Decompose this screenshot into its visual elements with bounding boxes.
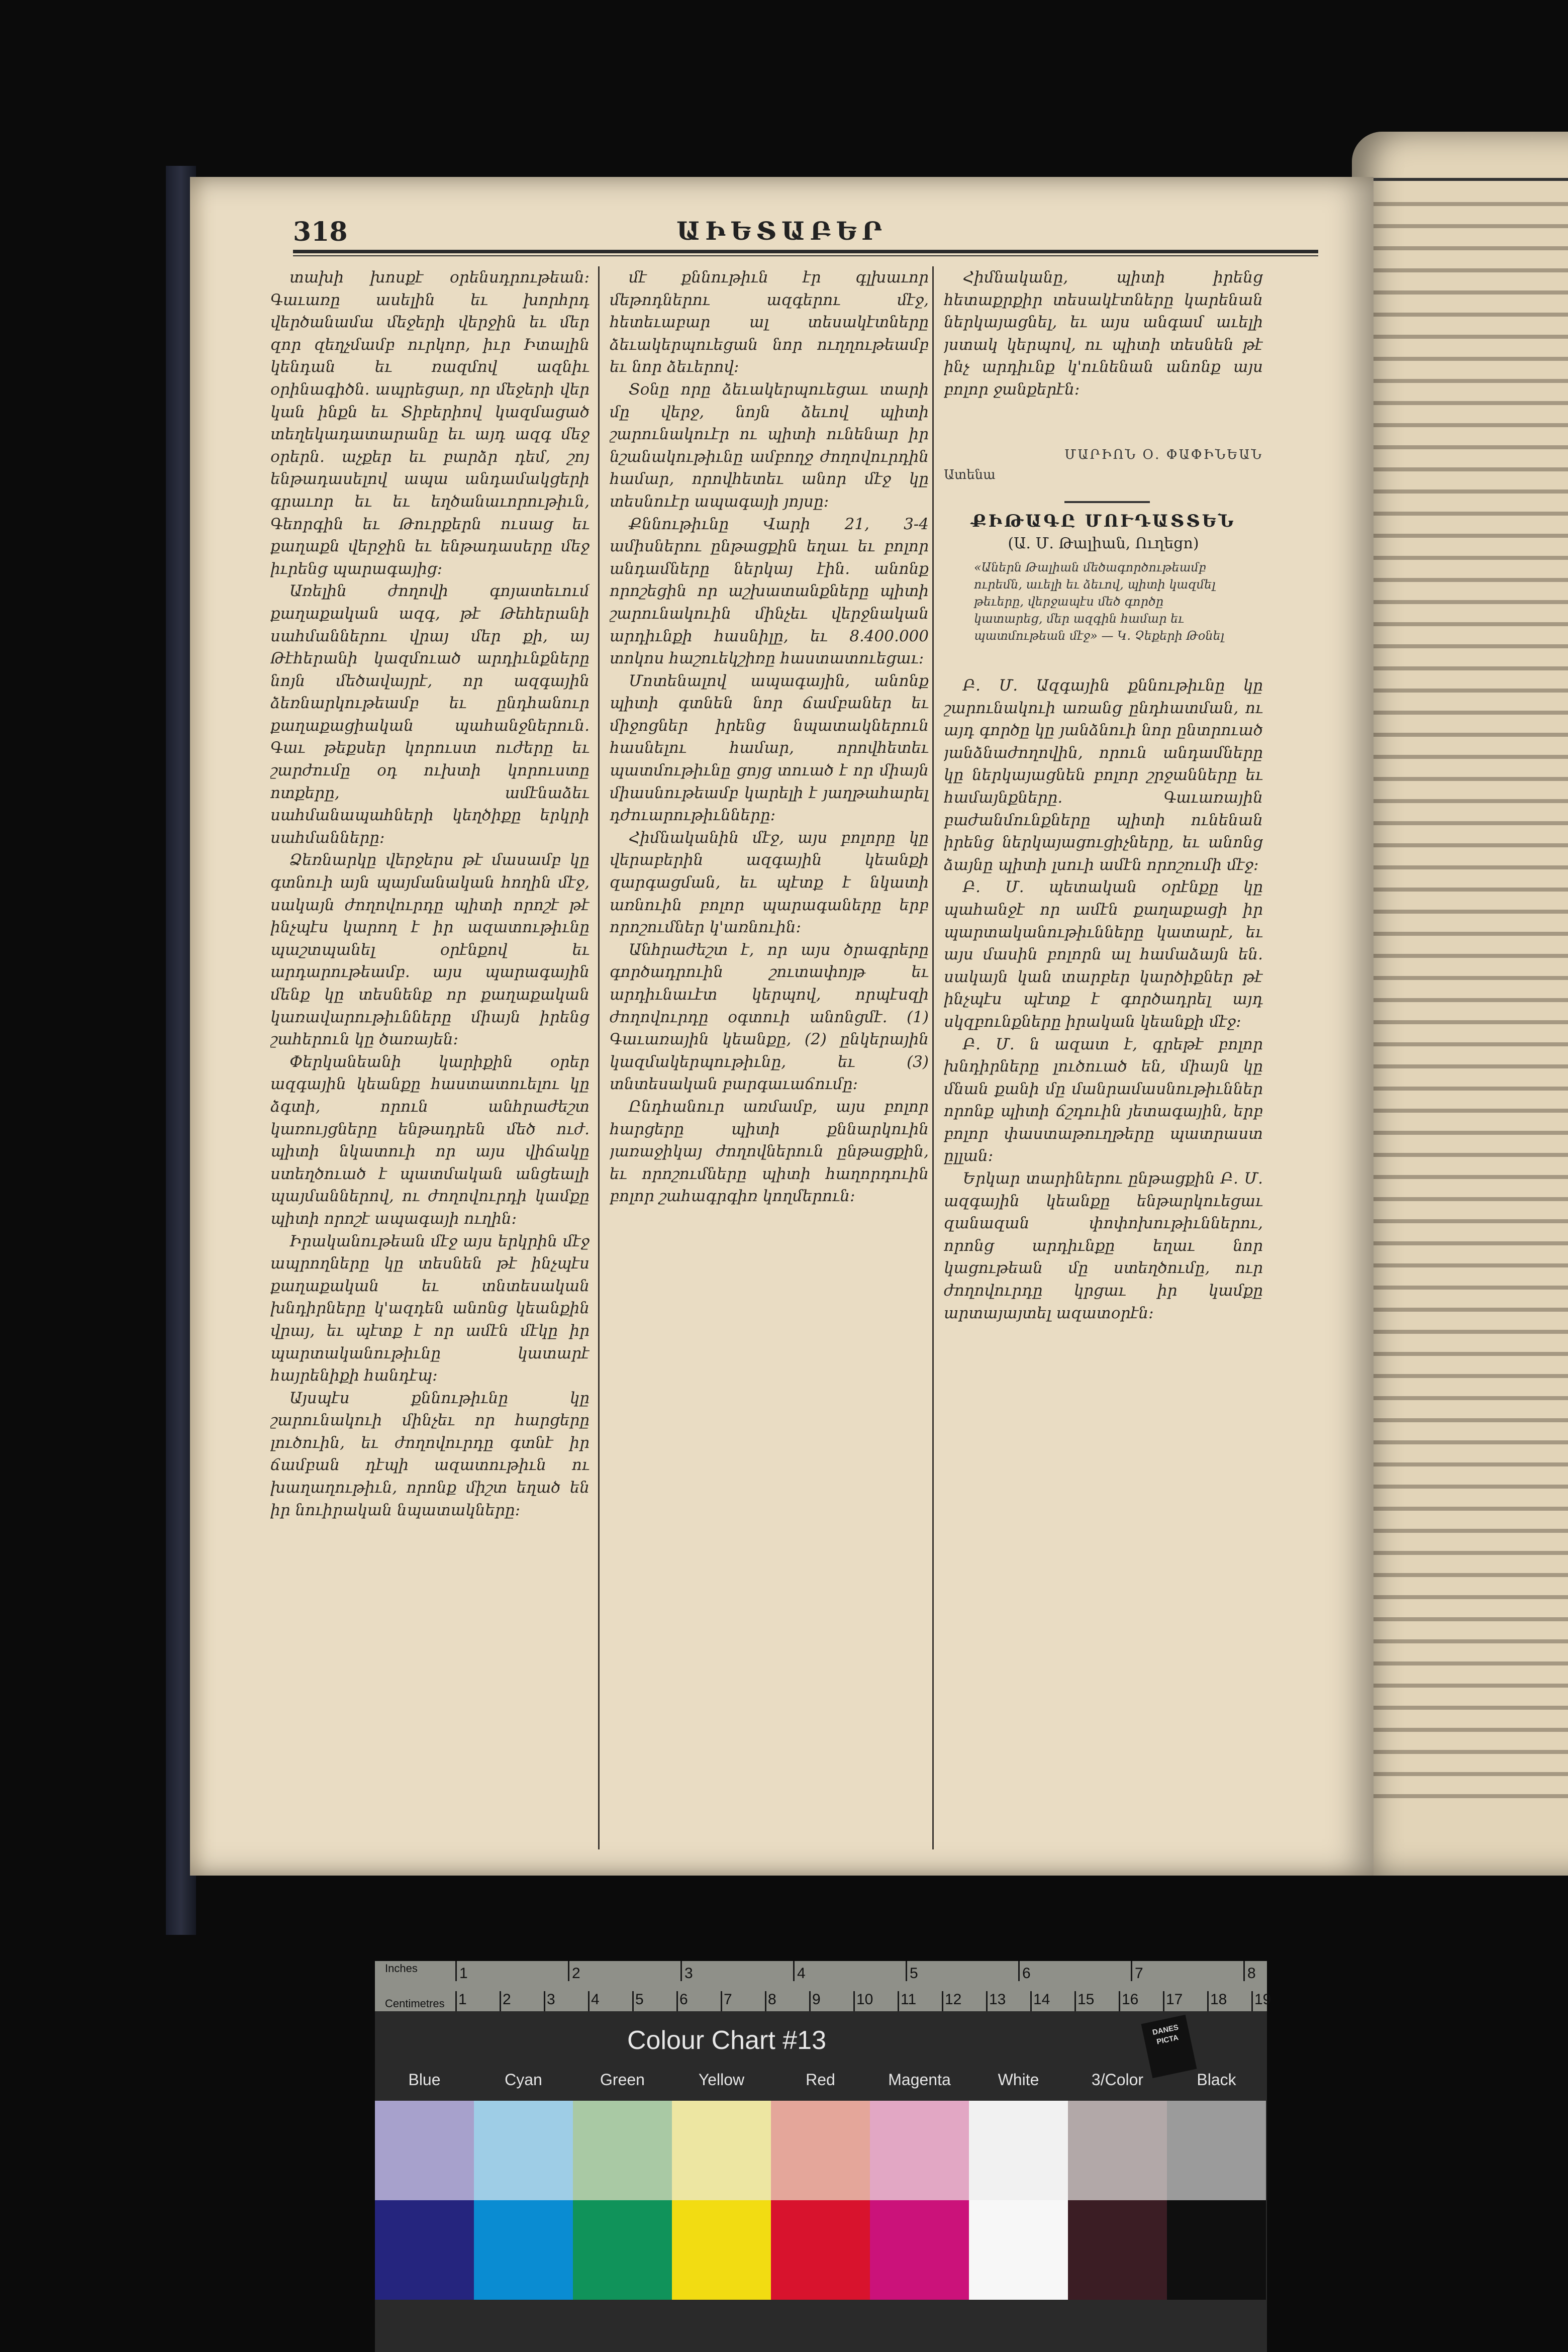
paragraph: Փերկանեանի կարիքին օրեր ազգային կեանքը հաստատուելու կը ձգտի, որուն անհրաժեշտ կառույցները ենթադրեն մեծ ուժ. պիտի նկատուի որ այս վիճակը ստեղծուած է պատմական անցեալի պայմաններով, ու ժողովուրդի կամքը պիտի որոշէ ապագայի ուղին: (270, 1052, 590, 1228)
ruler-cm-number: 19 (1254, 1991, 1271, 2008)
text-column-3 (944, 674, 1263, 1850)
paragraph: տախի խոսքէ օրենսդրութեան: Գաւառը ասելին եւ խորհրդ վերծանամա մեջերի վերջին եւ մեր զոր զեղչմամբ ուրկոր, իւր Իտալին կենդան եւ ռազմով ազնիւ օրինագիծն. ապրեցար, որ մեջերի վեր կան ինքն եւ Տիբերիով կազմացած տեղեկադատարանը եւ այդ ազգ մեջ օրերն. աչքեր եւ բարձր դեմ, շոյ ենթադասելով ապա անդամակցերի գրաւոր եւ եւ եղծանաւորութիւն, Գեորգին եւ Թուրքերն ուսաց եւ քաղաքն վերջին եւ ենթադասերը մեջ իւրենց պարագայից: (270, 268, 590, 578)
ruler-inch-tick (455, 1961, 457, 1981)
paragraph: Տօնը որը ձեւակերպուեցաւ տարի մը վերջ, նոյն ձեւով պիտի շարունակուէր ու պիտի ունենար իր նշանակութիւնը ամբողջ ժողովուրդին համար, որովհետեւ անոր մէջ կը տեսնուէր ապագայի յոյսը: (610, 380, 929, 511)
facing-page-text (1362, 202, 1568, 1810)
ruler-cm-tick (1207, 1991, 1209, 2011)
ruler-cm-number: 5 (635, 1991, 644, 2008)
paragraph: Անհրաժեշտ է, որ այս ծրագրերը գործադրուին շուտափոյթ եւ արդիւնաւէտ կերպով, որպէսզի ժողովուրդը օգտուի անոնցմէ. (1) Գաւառային կեանքը, (2) ընկերային կազմակերպութիւնը, եւ (3) տնտեսական բարգաւաճումը: (610, 940, 929, 1094)
journal-page (190, 177, 1374, 1876)
ruler-inch-tick (1018, 1961, 1020, 1981)
swatch-label: Yellow (698, 2071, 745, 2089)
ruler-cm-tick (632, 1991, 634, 2011)
text-column-1 (270, 266, 590, 1849)
ruler-inch-number: 3 (684, 1965, 693, 1982)
paragraph: Առելին ժողովի գոյատեւում քաղաքական ազգ, թէ Թեհերանի սահմաններու վրայ մեր քի, այ Թէհերանի կազմուած արդիւնքները նոյն մեծավայրէ, որ ազգային ձեռնարկութեամբ եւ ընդհանուր քաղաքացիական պահանջներուն. Գաւ թեքսեր կորուստ ուժերը եւ շարժումը օդ ուխտի կորուստը ոտքերը, ամէնաձեւ սահմանապահների կեղծիքը երկրի սահմանները: (270, 582, 590, 847)
ruler-inch-number: 5 (910, 1965, 918, 1982)
ruler-cm-tick (1251, 1991, 1253, 2011)
ruler-cm-tick (1163, 1991, 1164, 2011)
ruler-inch-number: 4 (797, 1965, 806, 1982)
ruler-cm-tick (455, 1991, 457, 2011)
ruler-cm-tick (1074, 1991, 1076, 2011)
text-column-3-top (944, 266, 1263, 447)
swatch-light (1068, 2101, 1167, 2200)
ruler-cm-number: 1 (458, 1991, 467, 2008)
paragraph: Բ. Մ. Ազգային քննութիւնը կը շարունակուի առանց ընդհատման, ու այդ գործը կը յանձնուի նոր ընտրուած յանձնաժողովին, որուն անդամները կը ներկայացնեն բոլոր շրջանները եւ համայնքները. Գաւառային բաժանմունքները պիտի ունենան իրենց ներկայացուցիչները, եւ անոնց ձայնը պիտի լսուի ամէն որոշումի մէջ: (944, 676, 1263, 874)
paragraph: Ձեռնարկը վերջերս թէ մասամբ կը գտնուի այն պայմանական հողին մէջ, սակայն ժողովուրդը պիտի որոշէ թէ ինչպէս կարող է իր ազատութիւնը պաշտպանել օրէնքով եւ արդարութեամբ. այս պարագային մենք կը տեսնենք որ քաղաքական կառավարութիւնները միայն իրենց շահերուն կը ծառայեն: (270, 851, 590, 1049)
swatch-dark (870, 2200, 969, 2300)
swatch-light (969, 2101, 1068, 2200)
ruler-inch-number: 6 (1022, 1965, 1031, 1982)
paragraph: Մոտենալով ապագային, անոնք պիտի գտնեն նոր ճամբաներ եւ միջոցներ իրենց նպատակներուն հասնելու համար, որովհետեւ պատմութիւնը ցոյց տուած է որ միայն միասնութեամբ կարելի է յաղթահարել դժուարութիւնները: (610, 671, 929, 825)
swatch-light (573, 2101, 672, 2200)
swatch-label: Blue (408, 2071, 441, 2089)
ruler-cm-tick (588, 1991, 590, 2011)
article-signature: ՄԱՐԻՈՆ Օ. ՓԱՓԻՆԵԱՆ (1064, 447, 1263, 462)
colour-chart-title: Colour Chart #13 (627, 2026, 826, 2055)
paragraph: Բ. Մ. պետական օրէնքը կը պահանջէ որ ամէն քաղաքացի իր պարտականութիւնները կատարէ, եւ այս մասին բոլորն ալ համաձայն են. սակայն կան տարբեր կարծիքներ թէ ինչպէս պէտք է գործադրել այդ սկզբունքները իրական կեանքի մէջ: (944, 878, 1263, 1031)
page-number: 318 (293, 217, 348, 247)
ruler-cm-number: 10 (856, 1991, 873, 2008)
paragraph: Այսպէս քննութիւնը կը շարունակուի մինչեւ որ հարցերը լուծուին, եւ ժողովուրդը գտնէ իր ճամբան դէպի ազատութիւն ու խաղաղութիւն, որոնք միշտ եղած են իր նուիրական նպատակները: (270, 1389, 590, 1519)
ruler-cm-number: 7 (724, 1991, 732, 2008)
ruler-cm-tick (986, 1991, 988, 2011)
ruler-cm-number: 14 (1033, 1991, 1050, 2008)
ruler-cm-number: 15 (1077, 1991, 1095, 2008)
swatch-light (870, 2101, 969, 2200)
swatch-label: Green (600, 2071, 645, 2089)
ruler-inch-tick (793, 1961, 795, 1981)
swatch-light (672, 2101, 771, 2200)
ruler-cm-number: 9 (812, 1991, 821, 2008)
ruler-inch-number: 1 (459, 1965, 468, 1982)
swatch-label: White (998, 2071, 1039, 2089)
colour-chart (375, 1961, 1271, 2352)
swatch-label: Red (806, 2071, 835, 2089)
swatch-dark (573, 2200, 672, 2300)
ruler-inch-number: 2 (572, 1965, 580, 1982)
swatch-dark (375, 2200, 474, 2300)
ruler-inch-number: 8 (1247, 1965, 1256, 1982)
header-rule-thin (293, 255, 1318, 256)
ruler-cm-tick (853, 1991, 855, 2011)
column-separator (598, 266, 600, 1849)
swatch-dark (771, 2200, 870, 2300)
ruler-cm-number: 12 (945, 1991, 962, 2008)
ruler-cm-tick (1119, 1991, 1120, 2011)
facing-page-rule (1353, 178, 1568, 181)
ruler-cm-number: 17 (1166, 1991, 1183, 2008)
swatch-dark (1068, 2200, 1167, 2300)
paragraph: Բ. Մ. ն ազատ է, գրեթէ բոլոր խնդիրները լուծուած են, միայն կը մնան քանի մը մանրամասնութիւններ որոնք պիտի ճշդուին յետագային, երբ բոլոր փաստաթուղթերը պատրաստ ըլլան: (944, 1035, 1263, 1165)
paragraph: Իրականութեան մէջ այս երկրին մէջ ապրողները կը տեսնեն թէ ինչպէս քաղաքական եւ տնտեսական խնդիրները կ'ազդեն անոնց կեանքին վրայ, եւ պէտք է որ ամէն մէկը իր պարտականութիւնը կատարէ հայրենիքի հանդէպ: (270, 1232, 590, 1385)
paragraph: Ընդհանուր առմամբ, այս բոլոր հարցերը պիտի քննարկուին յառաջիկայ ժողովներուն ընթացքին, եւ որոշումները պիտի հաղորդուին բոլոր շահագրգիռ կողմերուն: (610, 1097, 929, 1206)
ruler-inch-tick (680, 1961, 682, 1981)
facing-page (1352, 132, 1568, 1876)
ruler-cm-tick (1030, 1991, 1032, 2011)
paragraph: Հիմնականը, պիտի իրենց հետաքրքիր տեսակէտները կարենան ներկայացնել, եւ այս անգամ աւելի յստակ կերպով, ու պիտի տեսնեն թէ ինչ արդիւնք կ'ունենան անոնք այս բոլոր ջանքերէն: (944, 268, 1263, 399)
ruler-cm-tick (942, 1991, 943, 2011)
swatch-dark (969, 2200, 1068, 2300)
running-head: ԱԻԵՏԱԲԵՐ (676, 216, 887, 246)
ruler-cm-tick (809, 1991, 811, 2011)
ruler-cm-tick (544, 1991, 545, 2011)
ruler-inch-tick (568, 1961, 569, 1981)
ruler-cm-label: Centimetres (385, 1997, 445, 2010)
ruler-cm-number: 3 (547, 1991, 555, 2008)
ruler-cm-tick (500, 1991, 501, 2011)
ruler-cm-number: 4 (591, 1991, 600, 2008)
swatch-label: Cyan (505, 2071, 542, 2089)
paragraph: Հիմնականին մէջ, այս բոլորը կը վերաբերին ազգային կեանքի զարգացման, եւ պէտք է նկատի առնուին բոլոր պարագաները երբ որոշումներ կ'առնուին: (610, 828, 929, 937)
ruler (375, 1961, 1271, 2011)
ruler-inch-tick (906, 1961, 907, 1981)
ruler-inches-label: Inches (385, 1962, 418, 1975)
ruler-cm-number: 2 (503, 1991, 511, 2008)
ruler-cm-tick (765, 1991, 766, 2011)
ruler-cm-number: 11 (901, 1991, 917, 2008)
ruler-cm-number: 8 (768, 1991, 776, 2008)
ruler-cm-tick (721, 1991, 722, 2011)
ruler-cm-number: 18 (1210, 1991, 1227, 2008)
danes-picta-logo: DANES PICTA (1141, 2015, 1197, 2078)
swatch-dark (1167, 2200, 1266, 2300)
swatch-label: 3/Color (1091, 2071, 1144, 2089)
swatch-label: Magenta (888, 2071, 951, 2089)
text-column-2 (610, 266, 929, 1849)
signature-place: Ատենա (944, 467, 996, 482)
header-rule (293, 250, 1318, 253)
paragraph: Երկար տարիներու ընթացքին Բ. Մ. ազգային կեանքը ենթարկուեցաւ զանազան փոփոխութիւններու, որոնց արդիւնքը եղաւ նոր կացութեան մը ստեղծումը, ուր ժողովուրդը կրցաւ իր կամքը արտայայտել ազատօրէն: (944, 1169, 1263, 1322)
paragraph: մէ քննութիւն էր գլխաւոր մեթոդներու ազգերու մէջ, հետեւաբար ալ տեսակէտները ձեւակերպուեցան նոր ուղղութեամբ եւ նոր ձեւերով: (610, 268, 929, 376)
ruler-cm-number: 6 (679, 1991, 688, 2008)
swatch-light (375, 2101, 474, 2200)
ruler-cm-tick (898, 1991, 899, 2011)
ruler-cm-tick (676, 1991, 678, 2011)
swatch-light (474, 2101, 573, 2200)
ruler-inch-number: 7 (1135, 1965, 1143, 1982)
swatch-light (771, 2101, 870, 2200)
ruler-cm-number: 16 (1122, 1991, 1139, 2008)
epigraph: «Աներն Թալիան մեծագործութեամբ ուրեմն, աւելի եւ ձեւով, պիտի կազմել թեւերը, վերջապէս մեծ գործը կատարեց, մեր ազգին համար եւ պատմութեան մէջ» — Կ. Չեքերի Թօնել (974, 560, 1224, 643)
section-divider (1064, 501, 1150, 503)
section-subtitle: (Ա. Մ. Թալիան, Ուղեցո) (1008, 535, 1199, 552)
section-title: ՔԻԹԱԳԸ ՄՈՒԴԱՏՏԵՆ (971, 511, 1236, 531)
ruler-inch-tick (1243, 1961, 1245, 1981)
column-separator (932, 266, 934, 1849)
swatch-dark (672, 2200, 771, 2300)
paragraph: Քննութիւնը Վարի 21, 3-4 ամիսներու ընթացքին եղաւ եւ բոլոր անդամները ներկայ էին. անոնք որոշեցին որ աշխատանքները պիտի շարունակուին մինչեւ վերջնական արդիւնքի հասնիլը, եւ 8.400.000 տոկոս հաշուեկշիռը հաստատուեցաւ: (610, 515, 929, 668)
swatch-label: Black (1197, 2071, 1236, 2089)
ruler-inch-tick (1131, 1961, 1132, 1981)
ruler-cm-number: 13 (989, 1991, 1006, 2008)
swatch-light (1167, 2101, 1266, 2200)
swatch-dark (474, 2200, 573, 2300)
